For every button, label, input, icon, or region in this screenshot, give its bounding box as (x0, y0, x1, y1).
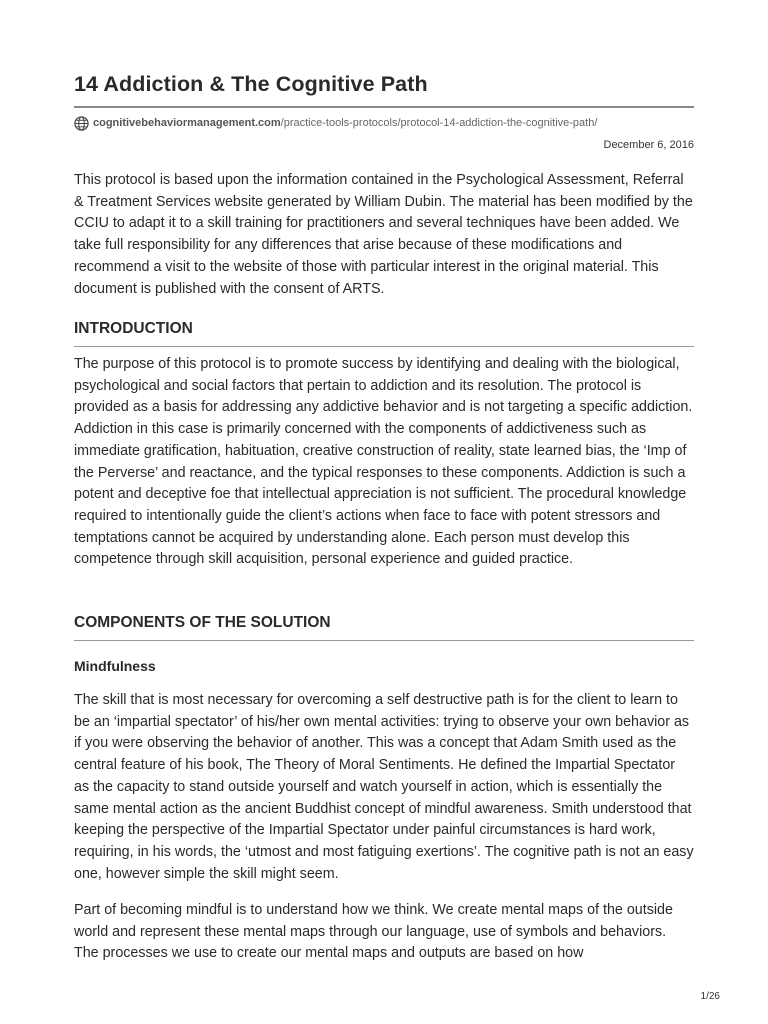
mindfulness-paragraph: The skill that is most necessary for overcoming a self destructive path is for the client to learn to be an ‘impartial spectator’ of his/her own mental activities: trying to observe your own behavior as if you were observing the behavior of another. This was a concept that Adam Smith used as the central feature of his book, The Theory of Moral Sentiments. He defined the Impartial Spectator as the capacity to stand outside yourself and watch yourself in action, which is essentially the same mental action as the ancient Buddhist concept of mindful awareness. Smith understood that keeping the perspective of the Impartial Spectator under painful circumstances is hard work, requiring, in his words, the ‘utmost and most fatiguing exertions’. The cognitive path is not an easy one, however simple the skill might seem. (74, 692, 694, 882)
globe-icon (74, 116, 89, 131)
mental-maps-paragraph: Part of becoming mindful is to understand how we think. We create mental maps of the outside world and represent these mental maps through our language, use of symbols and behaviors. The processes we use to create our mental maps and outputs are based on how (74, 902, 673, 962)
source-path[interactable]: /practice-tools-protocols/protocol-14-addiction-the-cognitive-path/ (280, 117, 598, 129)
title-divider (74, 106, 694, 108)
section-heading-components: COMPONENTS OF THE SOLUTION (74, 614, 331, 631)
section-divider (74, 640, 694, 641)
document-title: 14 Addiction & The Cognitive Path (74, 72, 428, 96)
page-number: 1/26 (700, 991, 720, 1002)
section-divider (74, 346, 694, 347)
introduction-paragraph: The purpose of this protocol is to promote success by identifying and dealing with the biological, psychological and social factors that pertain to addiction and its resolution. The protocol is provided as a basis for addressing any addictive behavior and is not targeting a specific addiction. Addiction in this case is primarily concerned with the components of addictiveness such as immediate gratification, habituation, creative construction of reality, state learned bias, the ‘Imp of the Perverse’ and reactance, and the typical responses to these components. Addiction is such a potent and deceptive foe that intellectual appreciation is not sufficient. The procedural knowledge required to intentionally guide the client’s actions when face to face with potent stressors and temptations cannot be acquired by understanding alone. Each person must develop this competence through skill acquisition, personal experience and guided practice. (74, 356, 693, 568)
source-domain[interactable]: cognitivebehaviormanagement.com (93, 117, 281, 129)
subheading-mindfulness: Mindfulness (74, 658, 156, 674)
section-heading-introduction: INTRODUCTION (74, 320, 193, 337)
publish-date: December 6, 2016 (603, 139, 694, 151)
source-url[interactable] (74, 114, 597, 132)
intro-paragraph: This protocol is based upon the information contained in the Psychological Assessment, Referral & Treatment Services website generated by William Dubin. The material has been modified by the CCIU to adapt it to a skill training for practitioners and several techniques have been added. We take full responsibility for any differences that arise because of these modifications and recommend a visit to the website of those with particular interest in the original material. This document is published with the consent of ARTS. (74, 172, 693, 297)
